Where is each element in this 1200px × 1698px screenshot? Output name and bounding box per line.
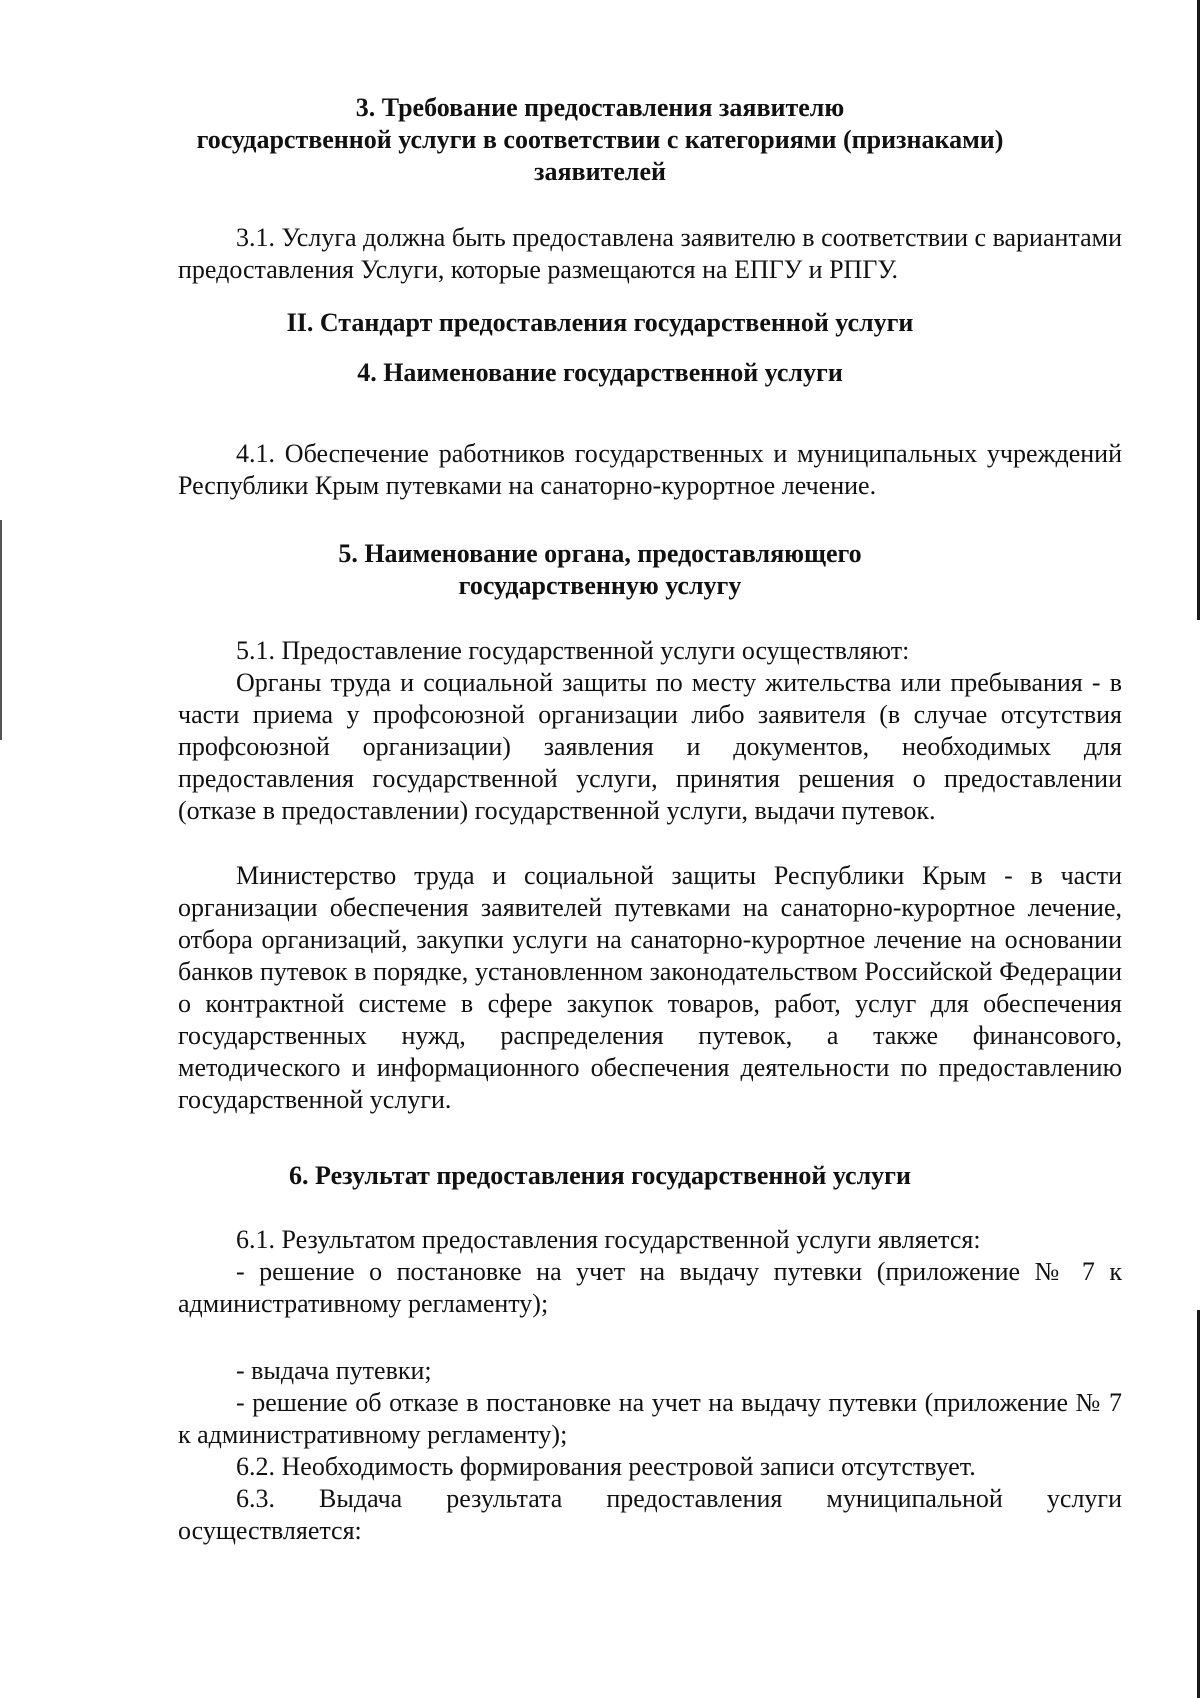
scan-edge-line-left — [0, 520, 2, 740]
paragraph-5-organs: Органы труда и социальной защиты по месту жительства или пребывания - в части приема у профсоюзной организации либо заявителя (в случае отсутствия профсоюзной организации) заявления и документов, необходимых для предоставления государственной услуги, принятия решения о предоставлении (отказе в предоставлении) государственной услуги, выдачи путевок. — [178, 668, 1122, 825]
section-3-heading-line-2: государственной услуги в соответствии с категориями (признаками) — [196, 125, 1004, 154]
paragraph-6-1: 6.1. Результатом предоставления государственной услуги является: — [236, 1225, 981, 1254]
paragraph-5-ministry: Министерство труда и социальной защиты Республики Крым - в части организации обеспечения заявителей путевками на санаторно-курортное лечение, отбора организаций, закупки услуги на санаторно-курортное лечение на основании банков путевок в порядке, установленном законодательством Российской Федерации о контрактной системе в сфере закупок товаров, работ, услуг для обеспечения государственных нужд, распределения путевок, а также финансового, методического и информационного обеспечения деятельности по предоставлению государственной услуги. — [178, 861, 1122, 1114]
section-3-heading-line-1: 3. Требование предоставления заявителю — [355, 93, 845, 122]
section-3-heading-line-3: заявителей — [534, 157, 666, 186]
paragraph-6-2: 6.2. Необходимость формирования реестровой записи отсутствует. — [236, 1452, 976, 1481]
paragraph-5-1: 5.1. Предоставление государственной услуги осуществляют: — [236, 636, 910, 665]
paragraph-3-1: 3.1. Услуга должна быть предоставлена заявителю в соответствии с вариантами предоставления Услуги, которые размещаются на ЕПГУ и РПГУ. — [178, 223, 1122, 284]
paragraph-6-1-item-c: - решение об отказе в постановке на учет на выдачу путевки (приложение № 7 к административному регламенту); — [178, 1388, 1122, 1449]
paragraph-6-1-item-a: - решение о постановке на учет на выдачу путевки (приложение № 7 к административному регламенту); — [178, 1257, 1122, 1318]
paragraph-6-3: 6.3. Выдача результата предоставления муниципальной услуги осуществляется: — [178, 1484, 1122, 1545]
paragraph-6-1-item-b: - выдача путевки; — [236, 1356, 432, 1385]
section-ii-heading: II. Стандарт предоставления государственной услуги — [286, 308, 914, 337]
section-5-heading-line-2: государственную услугу — [458, 571, 742, 600]
section-5-heading-line-1: 5. Наименование органа, предоставляющего — [338, 539, 862, 568]
section-3-heading — [140, 92, 1060, 188]
section-5-heading — [140, 538, 1060, 602]
section-6-heading: 6. Результат предоставления государственной услуги — [289, 1161, 911, 1190]
paragraph-4-1: 4.1. Обеспечение работников государственных и муниципальных учреждений Республики Крым путевками на санаторно-курортное лечение. — [178, 439, 1122, 500]
section-4-heading: 4. Наименование государственной услуги — [357, 358, 843, 387]
